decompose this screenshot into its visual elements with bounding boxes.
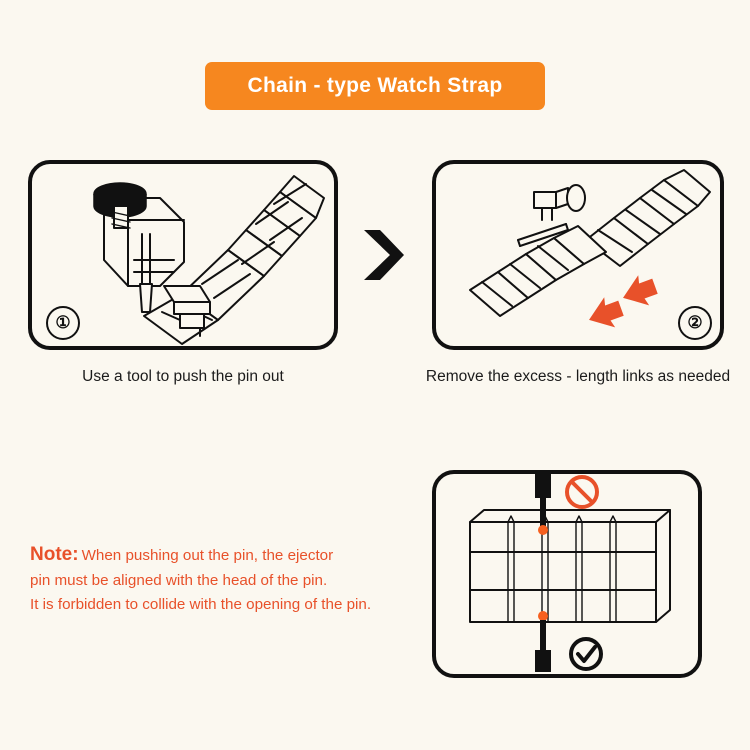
step-1-badge: ①: [46, 306, 80, 340]
step-2-caption: Remove the excess - length links as needed: [425, 368, 731, 385]
step-1-caption: Use a tool to push the pin out: [82, 368, 284, 385]
note-text-1: When pushing out the pin, the ejector: [81, 547, 334, 564]
page-title: Chain - type Watch Strap: [247, 74, 503, 97]
red-arrow-icon: [584, 293, 627, 335]
prohibition-icon: [567, 477, 597, 507]
note-text-2: pin must be aligned with the head of the pin.: [30, 572, 328, 590]
red-arrow-icon: [618, 271, 661, 313]
note-text-3: It is forbidden to collide with the opening of the pin.: [30, 596, 372, 613]
note-block: [30, 540, 410, 617]
note-illustration-panel: [432, 470, 702, 678]
note-line-1: [30, 540, 410, 569]
step-2-badge: ②: [678, 306, 712, 340]
check-circle-icon: [571, 639, 601, 669]
note-illustration: [436, 474, 698, 674]
page-title-banner: [205, 62, 545, 110]
next-step-arrow: [360, 228, 406, 282]
chevron-right-arrow-icon: [360, 228, 406, 282]
note-lead-label: Note:: [30, 544, 79, 565]
